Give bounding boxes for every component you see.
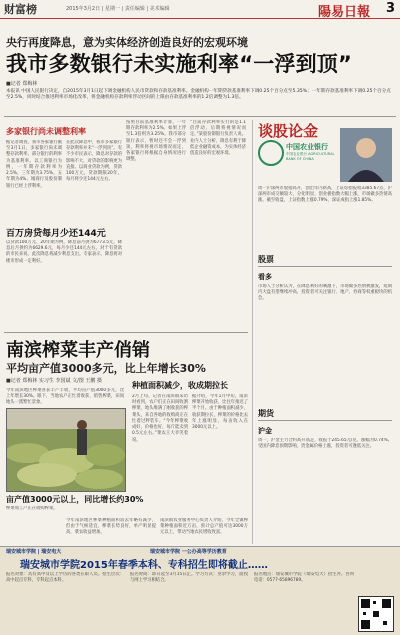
photo-image [7,409,125,491]
sidebar-item-body: 市场人士分析认为，在降息利好的刺激下，市场做多热情被激发，短期内大盘有望继续冲高，投资者可关注银行、地产、券商等权重板块的机会。 [258,284,392,302]
article-column: 按照目前基准利率计算，一年期存款利率为2.5%，如果上浮至1.3倍则为3.25%。我市部分银行表示，暂时还不会一浮到顶，利率将视市场情况而定，各家银行将根据自身情况进行调整。 [126,120,186,163]
ad-column: 报名对象：具有高中及以上学历的各类在职人员。招生层次：高中起点专科，专科起点本科。 [6,572,124,584]
dateline: 2015年3月2日 | 星期一 | 责任编辑 | 美术编辑 [66,6,170,12]
ad-headline: 瑞安城市学院2015年春季本科、专科招生即将截止…… [20,560,268,571]
ad-column: 报名时间：即日起至3月15日止。学习方式：业余学习，面授与网上学习相结合。 [130,572,248,584]
top-story-headline: 我市多数银行未实施利率“一浮到顶” [6,52,353,76]
sidebar-title: 谈股论金 [258,122,319,140]
divider [4,332,248,333]
divider [258,420,392,421]
sidebar-section-futures: 期货 [258,409,274,418]
sidebar-item-heading: 沪金 [258,427,272,435]
lower-story-byline: ■记者 郑梅林 实习生 李国斌 文/图 王鹏 摄 [6,378,102,384]
page-number: 3 [386,1,396,16]
section-name: 财富榜 [4,3,37,16]
lower-story-intro: 今年南滨地区榨菜喜获丰产丰收，平均亩产值3000多元，比上年增长30%。眼下，当地农户正忙着收获、销售榨菜，田间地头一派繁忙景象。 [6,388,124,406]
article-column: 在此次降息中，我市多家银行存款利率并未“一浮到顶”。有不少市民表示，降息对存款的影响不大，对贷款的影响更为直接。以商业贷款为例，贷款100万元，贷款期限20年，每月将少还144元左右。 [66,140,122,183]
article-column: 南滨镇农业服务中心负责人介绍，今年全镇榨菜种植面积近万亩，预计总产值可达3000万元以上，带动当地农民增收致富。 [160,518,248,536]
sidebar-divider [252,120,253,544]
article-column: 据记者调查，我市各家银行截至3月1日，多家银行尚未调整存款利率，部分银行的利率为基准利率。以工商银行为例，一年期存款利率为2.5%，三年期为3.75%，五年期为4%。城商行及股份制银行已经上浮利率。 [6,140,62,189]
divider [258,266,392,267]
ad-column: 报名地点：瑞安城市学院（瑞安电大）招生办。咨询电话：0577-65896789。 [254,572,354,584]
agri-bank-logo-icon [258,140,284,166]
article-column: 据介绍，今年1月中旬，南滨榨菜开始收获，比往年推迟了半个月。由于种植面积减少，收获期拉长，榨菜的价格比去年上涨明显，每亩收入在3000元以上。 [192,394,248,431]
article-column: 2月上旬，记者在南滨镇采访时看到，农户们正在田间收割榨菜，地头堆满了刚收获的榨菜头，来自各地的收购商正在忙着过秤装车。“今年榨菜收成好，价格也好，每斤能卖到0.5元左右。”菜农王大爷笑着说。 [132,394,188,443]
article-column: 今年南滨地区榨菜种植面积较去年略有减少，但由于气候适宜，榨菜长势良好，单产明显提高，菜农收益增加。 [66,518,156,536]
photo-caption: 亩产值3000元以上，同比增长约30% [6,495,144,504]
photo-text: 榨菜加工户正在收购榨菜。 [6,506,58,511]
top-story-byline: ■记者 郑梅林 [6,81,38,87]
portrait-image [340,128,392,182]
left-col-heading: 多家银行尚未调整利率 [6,127,86,136]
divider [4,116,396,117]
sidebar-intro: 周一沪深两市股指高开，创出年内新高，上证综指报收3385.67点，沪深两市成交额较大，分化明显，创业板指数大幅上涨，市场做多热情高涨。截至收盘，上证指数上涨0.79%，深证成指上涨1.85%。 [258,186,392,204]
lower-story-subhead: 平均亩产值3000多元，比上年增长30% [6,362,206,375]
newspaper-brand: 陽易日報 [318,5,371,20]
article-column: “目前存款利率实行的是1.1倍浮动，后期将视情况而定。”某股份制银行负责人说。业内人士分析，降息有利于降低企业融资成本，为实体经济创造良好的宏观环境。 [190,120,246,157]
sidebar-item-heading: 看多 [258,273,272,281]
bank-subtitle: 中国农业银行 AGRICULTURAL BANK OF CHINA [286,152,335,161]
qr-code-icon[interactable] [358,596,394,632]
qr-code-graphic [359,597,393,631]
article-column: 以贷款100万元、20年期为例，降息前月供为6773.5元，降息后月供约为6629.6元，每月少还144元左右。对于有贷款的市民来说，此次降息将减少利息支出。专家表示，降息将对楼市形成一定利好。 [6,240,122,264]
top-story-lead: 本报讯 中国人民银行决定，自2015年3月1日起下调金融机构人民币贷款和存款基准利率。金融机构一年期贷款基准利率下调0.25个百分点至5.35%；一年期存款基准利率下调0.25个百分点至2.5%，同时结合推进利率市场化改革，将金融机构存款利率浮动区间的上限由存款基准利率的1.2倍调整为1.3倍。 [6,89,391,101]
lower-side-heading: 种植面积减少，收成期拉长 [132,381,228,390]
ad-label: 瑞安城市学院 一公办高等学历教育 [150,549,227,555]
top-story-kicker: 央行再度降息，意为实体经济创造良好的宏观环境 [6,36,248,49]
sidebar-section-stocks: 股票 [258,255,274,264]
left-col-subheading: 百万房贷每月少还144元 [6,229,106,239]
author-photo [340,128,392,182]
lower-story-headline: 南滨榨菜丰产俏销 [6,340,150,361]
bank-name: 中国农业银行 [286,143,328,151]
photo-pickled-vegetables [6,408,126,492]
ad-label: 瑞安城市学院 | 瑞安电大 [6,549,62,555]
sidebar-item-body: 周一，沪金主力合约高开高走，收报于245.65元/克，涨幅为0.74%。受国内降息预期影响，贵金属价格上涨，投资者可逢低关注。 [258,438,392,450]
